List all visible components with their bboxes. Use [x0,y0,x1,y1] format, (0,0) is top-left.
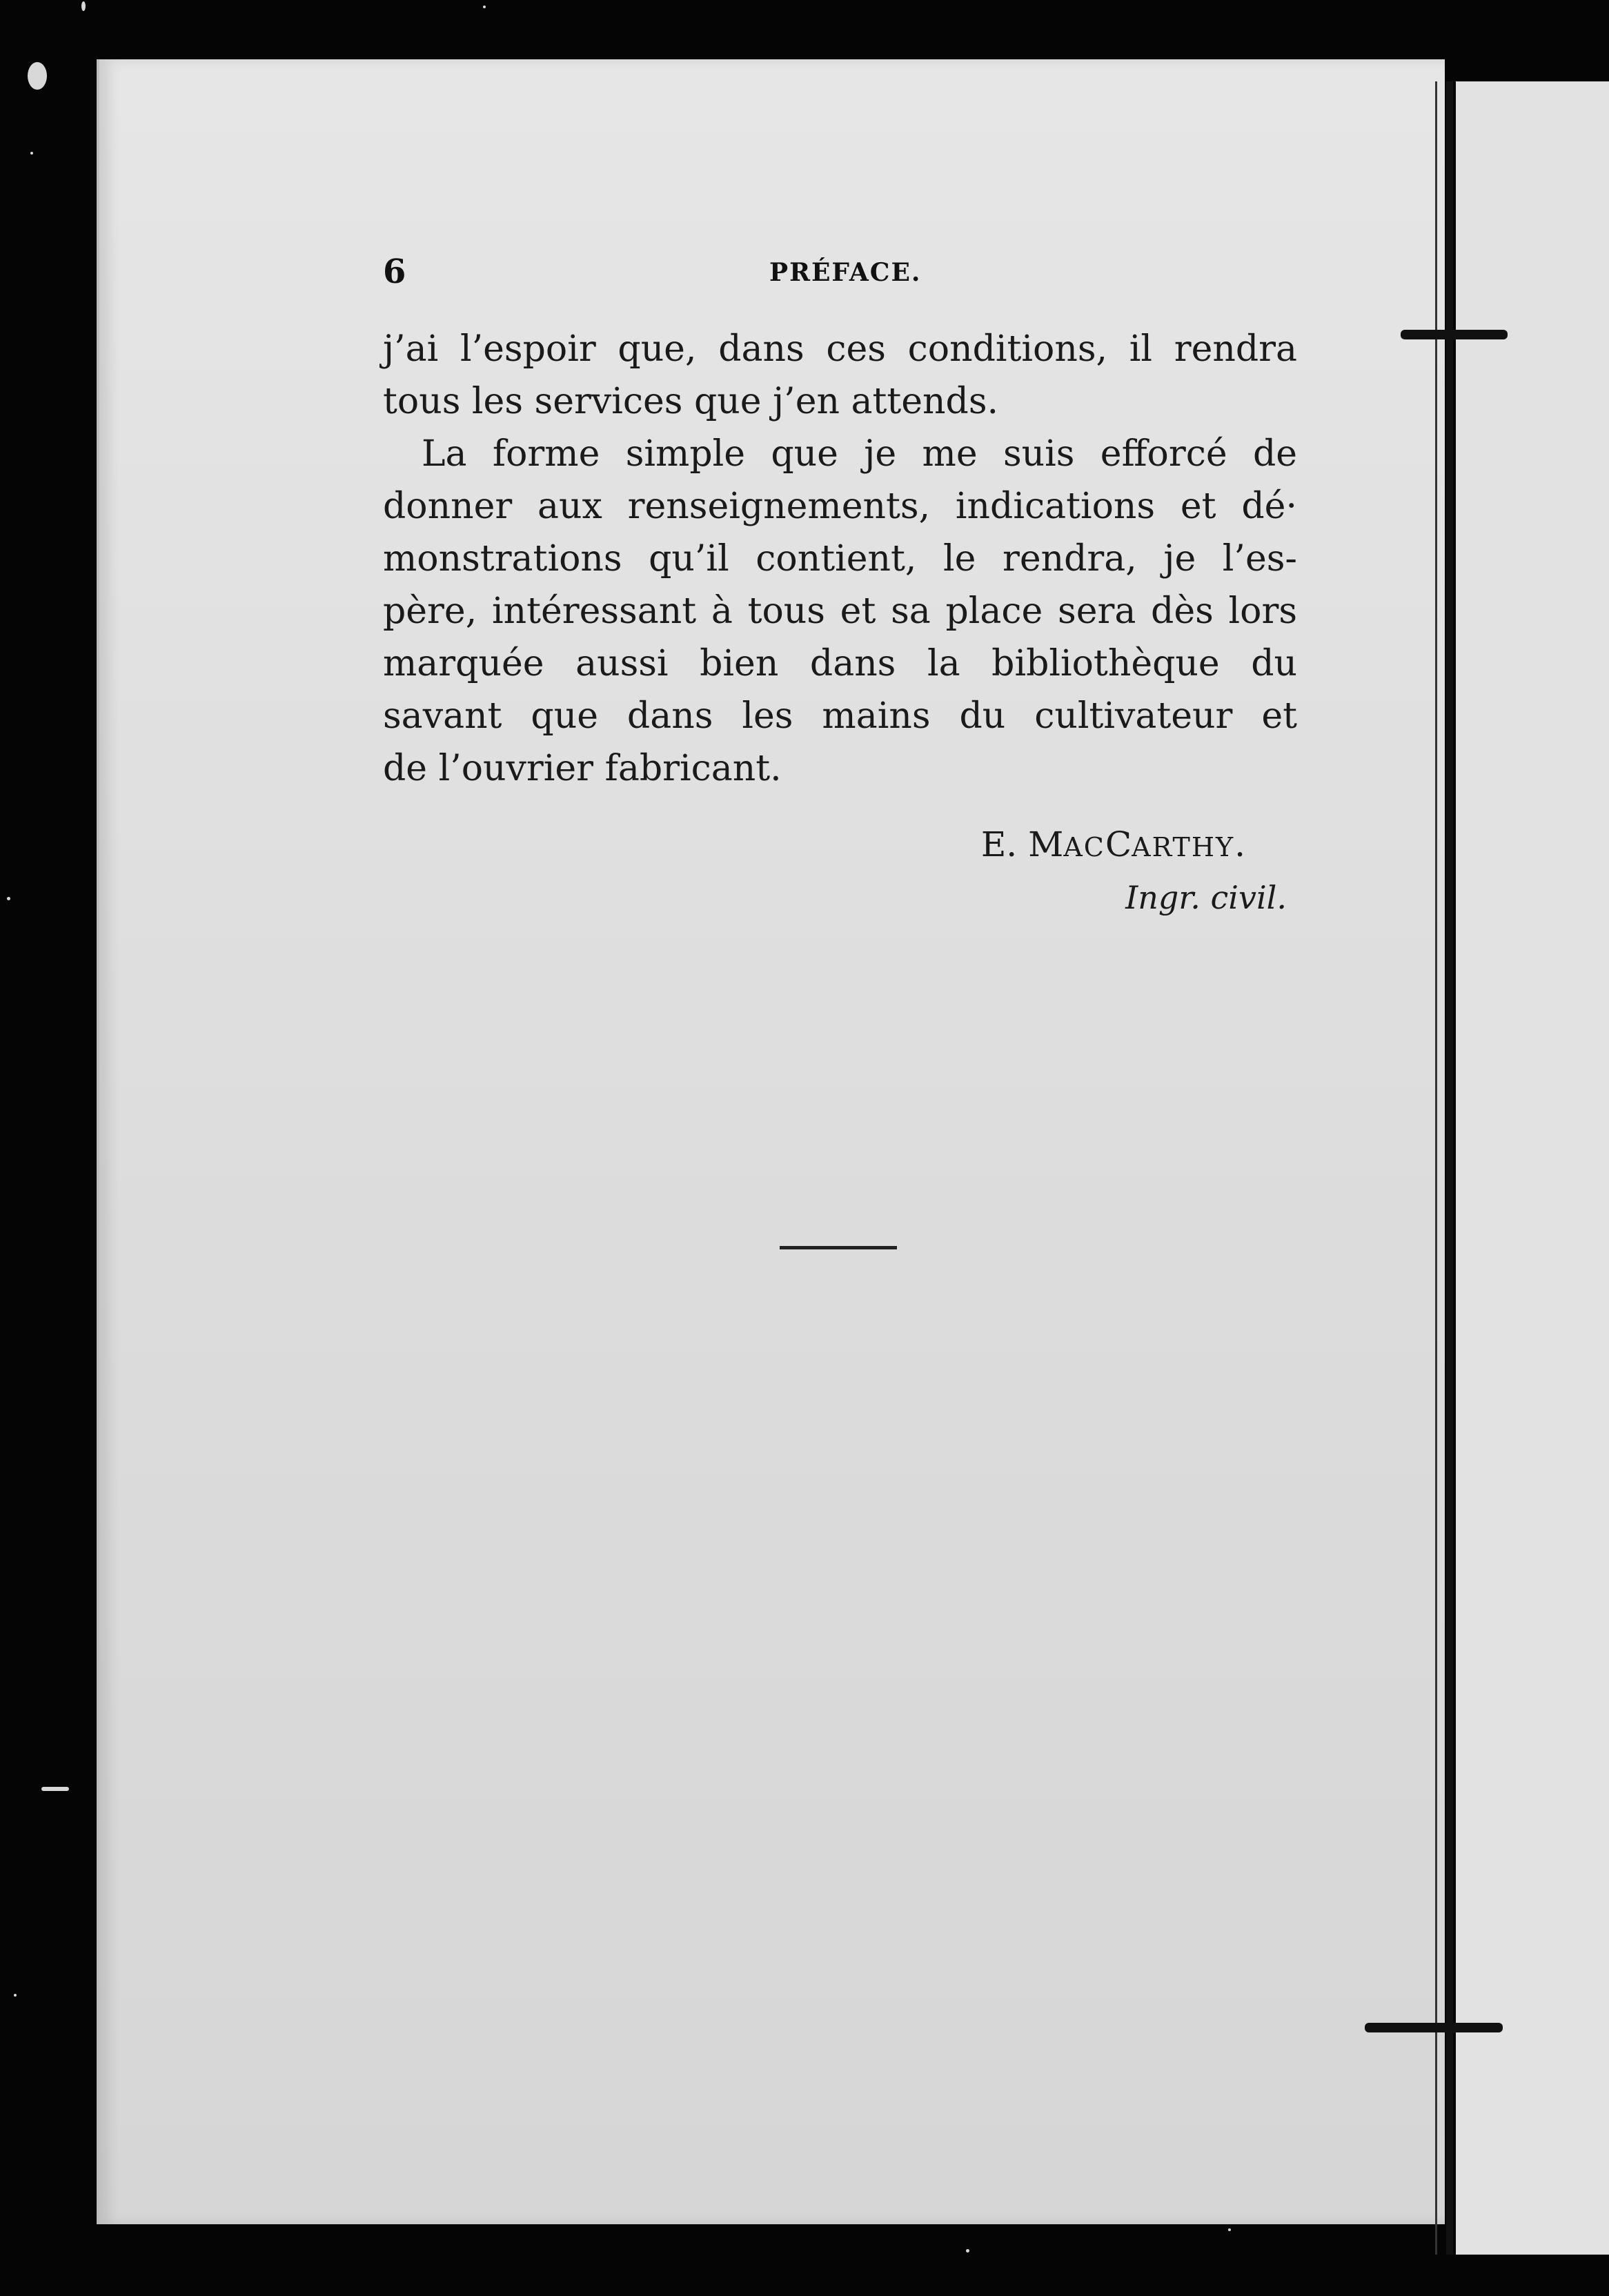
adjacent-page [1456,81,1609,2255]
paragraph-2 [383,428,1297,795]
signature-block [383,818,1287,922]
text-line: La forme simple que je me suis efforcé de [422,433,1297,475]
binding-thread-bottom [1365,2023,1503,2032]
text-line: j’ai l’espoir que, dans ces conditions, il rendra [383,328,1297,370]
running-head: PRÉFACE. [769,258,922,287]
author-name: E. MACCARTHY. [980,824,1245,864]
text-line: savant que dans les mains du cultivateur et [383,695,1297,737]
text-line: père, intéressant à tous et sa place sera dès lors [383,591,1297,632]
binding-thread-top [1401,330,1508,339]
binding-edge [1435,81,1437,2255]
text-line: marquée aussi bien dans la bibliothèque du [383,643,1297,684]
preface-body [383,323,1297,795]
text-line: monstrations qu’il contient, le rendra, je l’es- [383,538,1297,580]
text-line: donner aux renseignements, indications et dé· [383,486,1297,527]
end-rule [780,1246,897,1249]
text-line: tous les services que j’en attends. [383,381,999,422]
binding-gutter [1446,81,1453,2255]
page-number: 6 [383,253,406,291]
page-header [383,253,1297,294]
paragraph-1 [383,323,1297,428]
author-title: Ingr. civil. [1125,879,1287,916]
text-line: de l’ouvrier fabricant. [383,748,782,789]
